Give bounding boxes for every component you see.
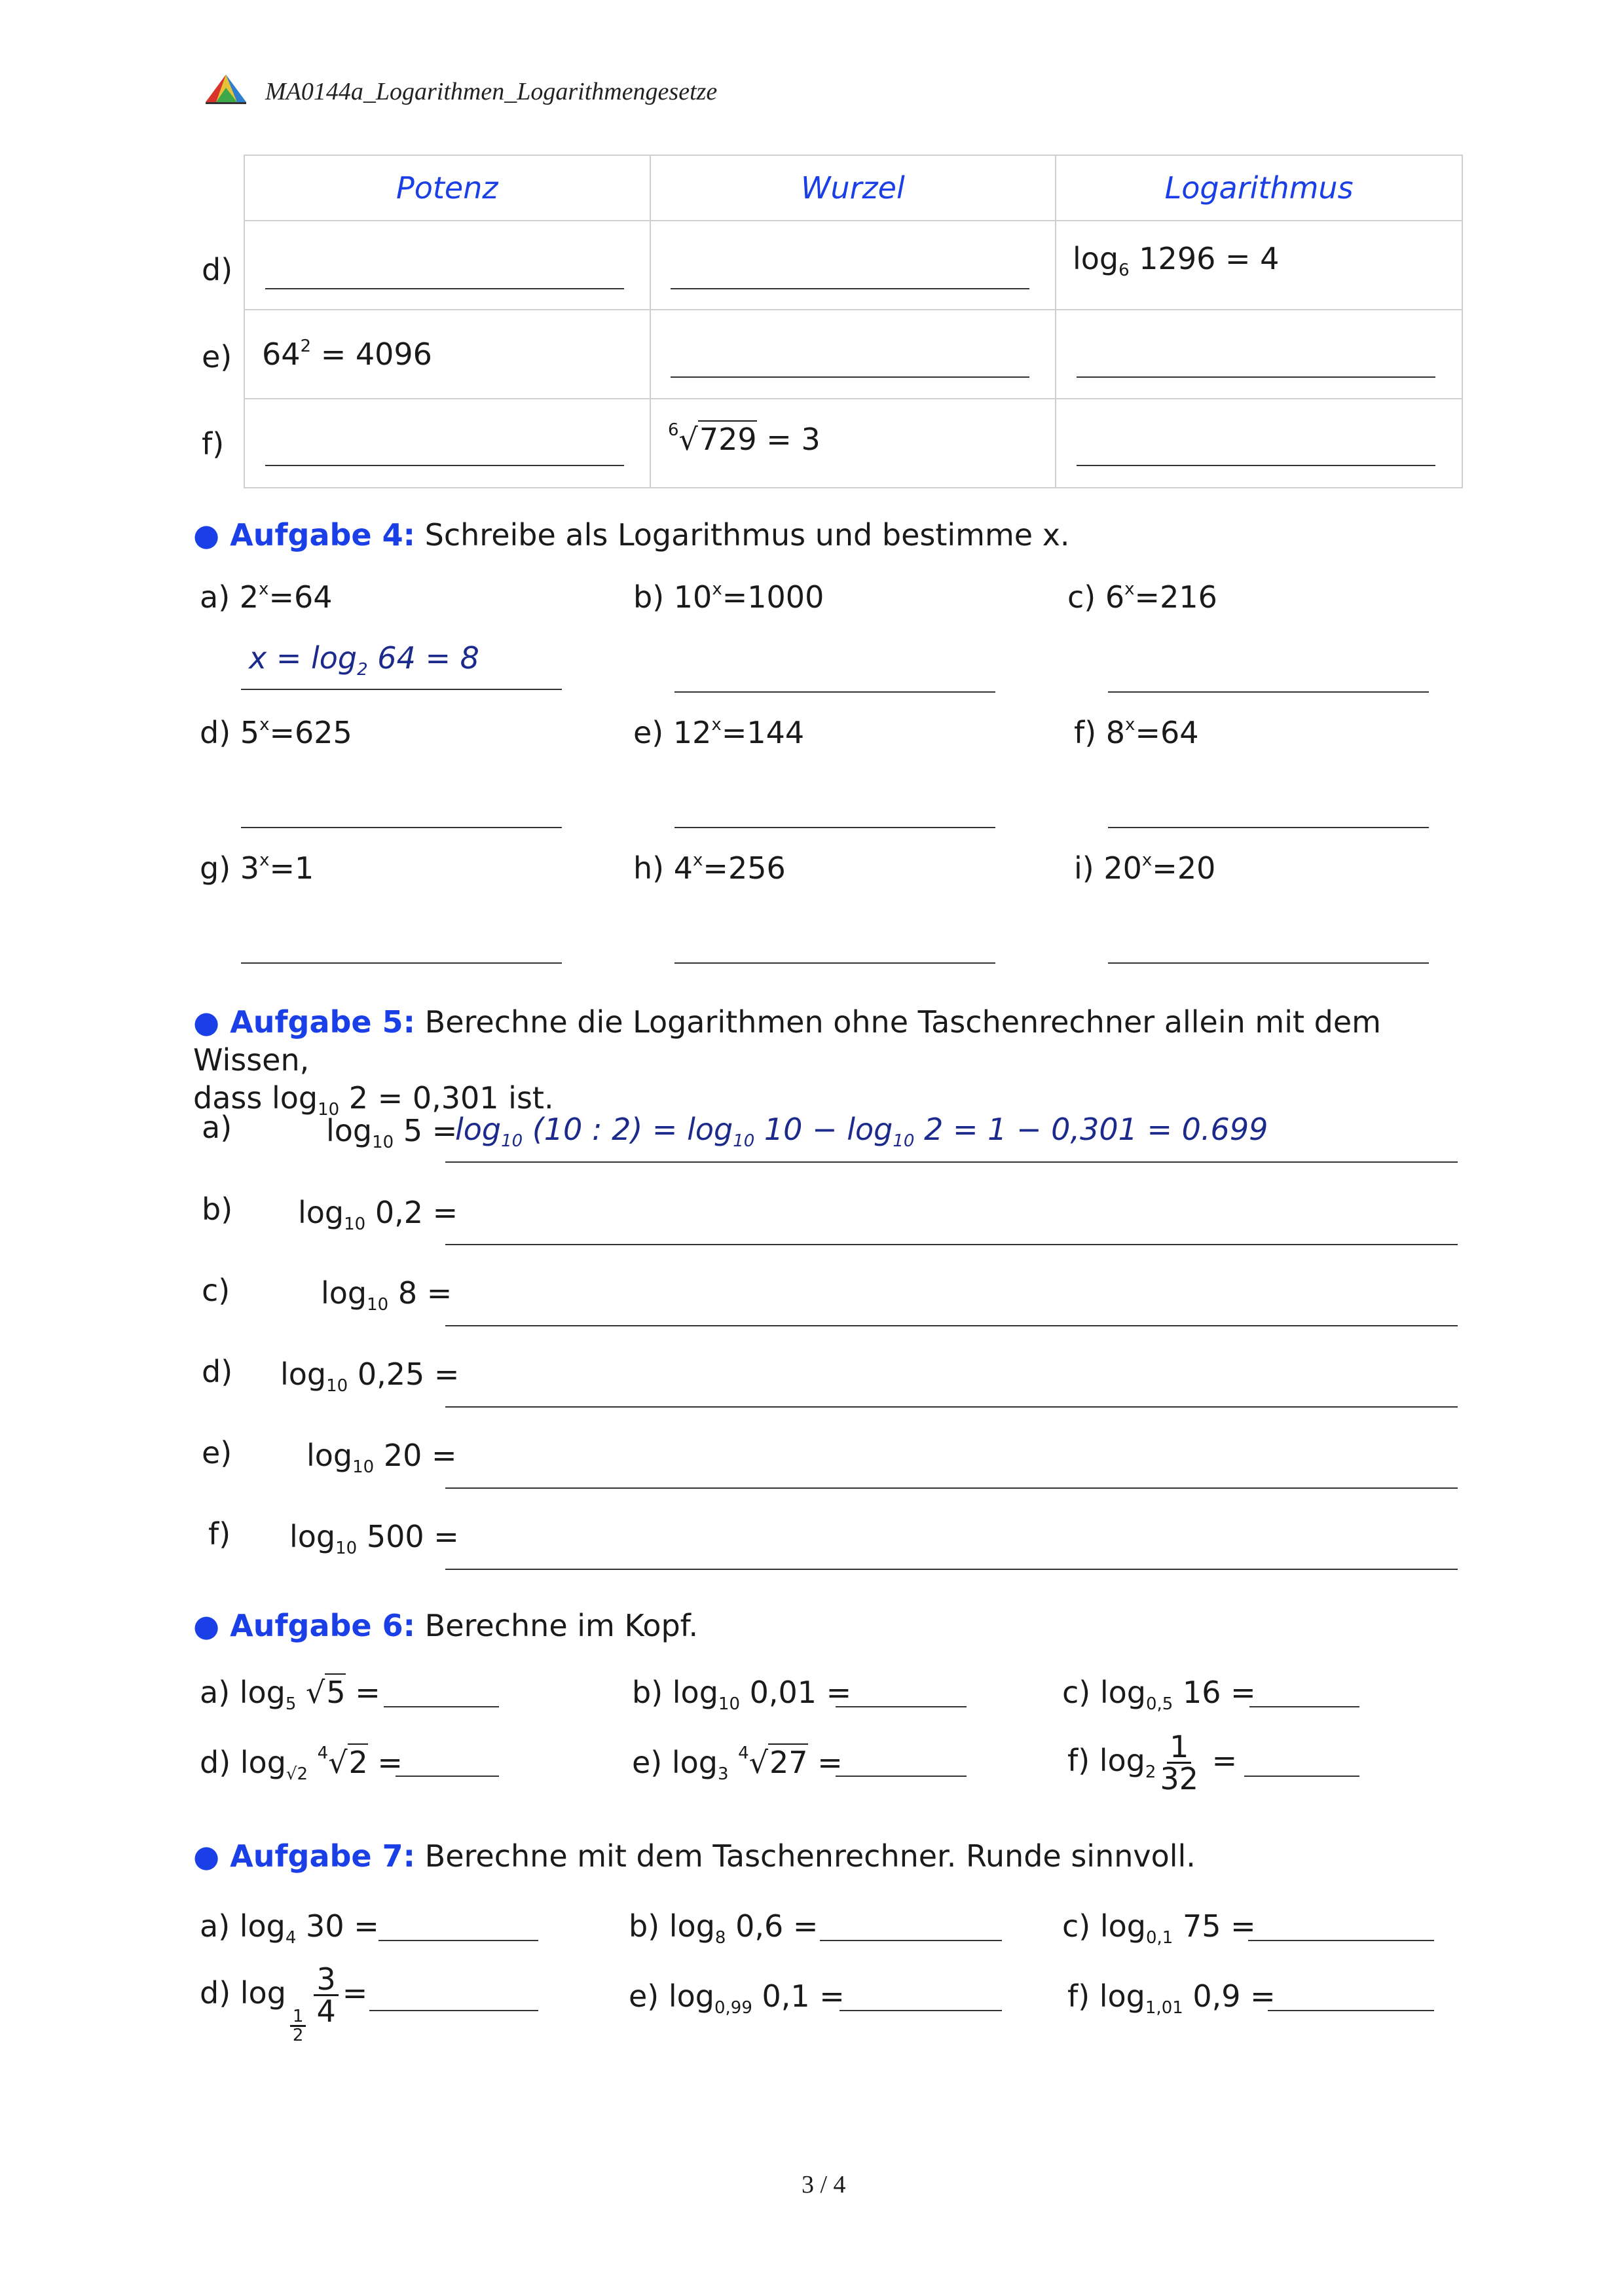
a4-item-e: e) $12^x=144$: [633, 715, 805, 750]
aufgabe-5-text: Berechne die Logarithmen ohne Taschenrechner allein mit dem Wissen,: [193, 1004, 1381, 1078]
a6-item-d: d) $\log_{√2} ^4√2$ =: [200, 1743, 403, 1784]
a6-item-b: b) $\log_{10} 0,01$ =: [632, 1675, 852, 1714]
a4-item-f: f) $8^x=64$: [1074, 715, 1199, 750]
table-cell-log-d: $\log_6 1296 = 4$: [1073, 241, 1280, 280]
a7-item-f: f) $\log_{1,01} 0,9$ =: [1067, 1978, 1276, 2018]
answer-line[interactable]: [674, 962, 995, 964]
a5-expr-e: $\log_{10} 20$ =: [306, 1438, 457, 1477]
a5-expr-a: $\log_{10} 5$ =: [326, 1113, 458, 1152]
a6-item-f: f) $\log_2$ $\frac{1}{32}$ =: [1067, 1729, 1238, 1796]
answer-line[interactable]: [1077, 376, 1435, 378]
answer-line[interactable]: [1108, 827, 1429, 828]
a5-label-b: b): [202, 1192, 233, 1227]
a4-item-d: d) $5^x=625$: [200, 715, 352, 750]
answer-line[interactable]: [1248, 1940, 1434, 1941]
a4-example-answer: $x = \log_2 64 = 8$: [249, 640, 479, 680]
a4-item-a: a) $2^x=64$: [200, 579, 333, 615]
aufgabe-6-title: ● Aufgabe 6:: [193, 1608, 416, 1643]
a6-item-c: c) $\log_{0,5} 16$ =: [1062, 1675, 1256, 1714]
a5-label-a: a): [202, 1110, 232, 1145]
a5-expr-c: $\log_{10} 8$ =: [321, 1275, 452, 1315]
answer-line[interactable]: [265, 288, 624, 289]
answer-line[interactable]: [1108, 691, 1429, 693]
answer-line[interactable]: [840, 2010, 1002, 2011]
aufgabe-7-text: Berechne mit dem Taschenrechner. Runde sinnvoll.: [424, 1838, 1196, 1874]
pyramid-logo-icon: [204, 73, 248, 105]
a5-label-d: d): [202, 1354, 233, 1389]
a5-expr-f: $\log_{10} 500$ =: [289, 1519, 459, 1558]
row-label-e: e): [202, 339, 232, 374]
a7-item-b: b) $\log_8 0,6$ =: [629, 1908, 819, 1948]
aufgabe-7-title: ● Aufgabe 7:: [193, 1838, 416, 1874]
answer-line[interactable]: [396, 1776, 499, 1777]
aufgabe-4-title: ● Aufgabe 4:: [193, 517, 416, 553]
aufgabe-7-heading: [193, 1838, 1196, 1874]
answer-line[interactable]: [445, 1487, 1458, 1489]
col-header-potenz: Potenz: [244, 155, 650, 221]
answer-line[interactable]: [820, 1940, 1002, 1941]
answer-line[interactable]: [378, 1940, 538, 1941]
a5-expr-d: $\log_{10} 0,25$ =: [280, 1357, 460, 1396]
answer-line[interactable]: [671, 288, 1029, 289]
a4-item-g: g) $3^x=1$: [200, 850, 314, 886]
a4-item-b: b) $10^x=1000$: [633, 579, 824, 615]
a7-item-e: e) $\log_{0,99} 0,1$ =: [629, 1978, 845, 2018]
a5-label-e: e): [202, 1435, 232, 1470]
power-root-log-table: [244, 155, 1463, 488]
answer-line[interactable]: [836, 1706, 967, 1707]
answer-line[interactable]: [1249, 1706, 1359, 1707]
a7-item-a: a) $\log_4 30$ =: [200, 1908, 379, 1948]
col-header-logarithmus: Logarithmus: [1056, 155, 1462, 221]
answer-line[interactable]: [369, 2010, 538, 2011]
aufgabe-6-heading: [193, 1608, 698, 1643]
row-label-f: f): [202, 426, 225, 462]
aufgabe-4-text: Schreibe als Logarithmus und bestimme x.: [424, 517, 1070, 553]
col-header-wurzel: Wurzel: [650, 155, 1056, 221]
aufgabe-5-title: ● Aufgabe 5:: [193, 1004, 416, 1040]
answer-line[interactable]: [1108, 962, 1429, 964]
aufgabe-5-heading: [193, 1003, 1470, 1120]
answer-line[interactable]: [1268, 2010, 1434, 2011]
aufgabe-5-text2: dass $\log_{10} 2 = 0,301$ ist.: [193, 1080, 554, 1120]
answer-line[interactable]: [241, 827, 562, 828]
a5-label-f: f): [208, 1516, 231, 1552]
a5-example-answer: $\log_{10} (10$ : $2) = \log_{10} 10 - \log_{10} 2 = 1 - 0,301 = 0.699$: [455, 1112, 1268, 1151]
table-cell-wurzel-f: $^6$√729 = 3: [668, 420, 821, 457]
answer-line[interactable]: [1077, 465, 1435, 466]
answer-line[interactable]: [1244, 1776, 1359, 1777]
answer-line[interactable]: [674, 691, 995, 693]
a4-item-i: i) $20^x=20$: [1074, 850, 1216, 886]
a7-item-d: d) log $\frac{1}{2}$ $\frac{3}{4}$ =: [200, 1961, 368, 2045]
row-label-d: d): [202, 252, 233, 287]
aufgabe-6-text: Berechne im Kopf.: [424, 1608, 699, 1643]
a6-item-a: a) $\log_5 √5$ =: [200, 1675, 380, 1714]
aufgabe-4-heading: [193, 517, 1070, 553]
answer-line[interactable]: [671, 376, 1029, 378]
answer-line[interactable]: [445, 1325, 1458, 1326]
answer-line[interactable]: [445, 1161, 1458, 1163]
page-number: 3 / 4: [802, 2171, 846, 2198]
answer-line[interactable]: [836, 1776, 967, 1777]
a7-item-c: c) $\log_{0,1} 75$ =: [1062, 1908, 1256, 1948]
answer-line[interactable]: [674, 827, 995, 828]
a4-item-h: h) $4^x=256$: [633, 850, 786, 886]
answer-line[interactable]: [241, 962, 562, 964]
answer-line[interactable]: [265, 465, 624, 466]
answer-line[interactable]: [384, 1706, 499, 1707]
table-cell-potenz-e: $64^2 = 4096$: [262, 337, 432, 372]
answer-line[interactable]: [241, 689, 562, 690]
a5-expr-b: $\log_{10} 0,2$ =: [298, 1195, 458, 1234]
a4-item-c: c) $6^x=216$: [1067, 579, 1217, 615]
a6-item-e: e) $\log_3 ^4√27$ =: [632, 1743, 843, 1784]
document-title: MA0144a_Logarithmen_Logarithmengesetze: [265, 78, 718, 105]
answer-line[interactable]: [445, 1569, 1458, 1570]
a5-label-c: c): [202, 1273, 231, 1308]
answer-line[interactable]: [445, 1244, 1458, 1245]
answer-line[interactable]: [445, 1406, 1458, 1408]
